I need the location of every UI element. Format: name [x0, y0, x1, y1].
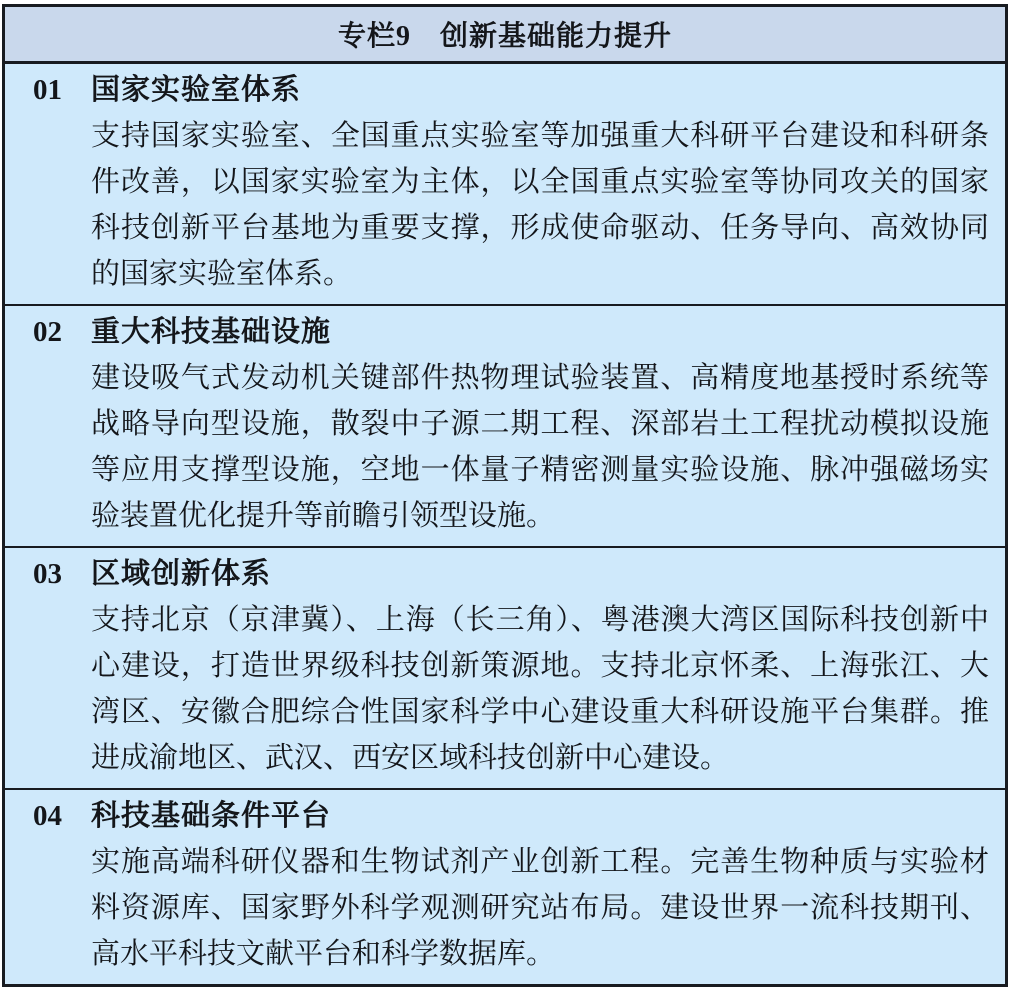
section-national-laboratory-system [5, 64, 1005, 304]
section-heading: 区域创新体系 [91, 558, 272, 590]
section-sci-tech-basic-condition-platform [5, 788, 1005, 984]
section-number: 01 [33, 74, 62, 106]
section-heading: 重大科技基础设施 [91, 316, 332, 348]
section-heading-row [5, 553, 1005, 595]
column-title: 专栏9 创新基础能力提升 [337, 21, 672, 52]
section-heading: 国家实验室体系 [91, 74, 302, 106]
column-header [5, 7, 1005, 64]
section-body-text: 支持国家实验室、全国重点实验室等加强重大科研平台建设和科研条件改善，以国家实验室为主体，以全国重点实验室等协同攻关的国家科技创新平台基地为重要支撑，形成使命驱动、任务导向、高效协同的国家实验室体系。 [91, 120, 989, 290]
section-number: 02 [33, 316, 62, 348]
section-number: 03 [33, 558, 62, 590]
section-heading: 科技基础条件平台 [91, 800, 332, 832]
section-number: 04 [33, 800, 62, 832]
section-major-sci-tech-infrastructure [5, 304, 1005, 546]
column-box [2, 4, 1008, 987]
section-regional-innovation-system [5, 546, 1005, 788]
section-heading-row [5, 69, 1005, 111]
section-heading-row [5, 311, 1005, 353]
section-body-text: 实施高端科研仪器和生物试剂产业创新工程。完善生物种质与实验材料资源库、国家野外科学观测研究站布局。建设世界一流科技期刊、高水平科技文献平台和科学数据库。 [91, 846, 989, 970]
section-body-text: 支持北京（京津冀）、上海（长三角）、粤港澳大湾区国际科技创新中心建设，打造世界级科技创新策源地。支持北京怀柔、上海张江、大湾区、安徽合肥综合性国家科学中心建设重大科研设施平台集群。推进成渝地区、武汉、西安区域科技创新中心建设。 [91, 604, 989, 774]
section-body-text: 建设吸气式发动机关键部件热物理试验装置、高精度地基授时系统等战略导向型设施，散裂中子源二期工程、深部岩土工程扰动模拟设施等应用支撑型设施，空地一体量子精密测量实验设施、脉冲强磁场实验装置优化提升等前瞻引领型设施。 [91, 362, 989, 532]
section-heading-row [5, 795, 1005, 837]
